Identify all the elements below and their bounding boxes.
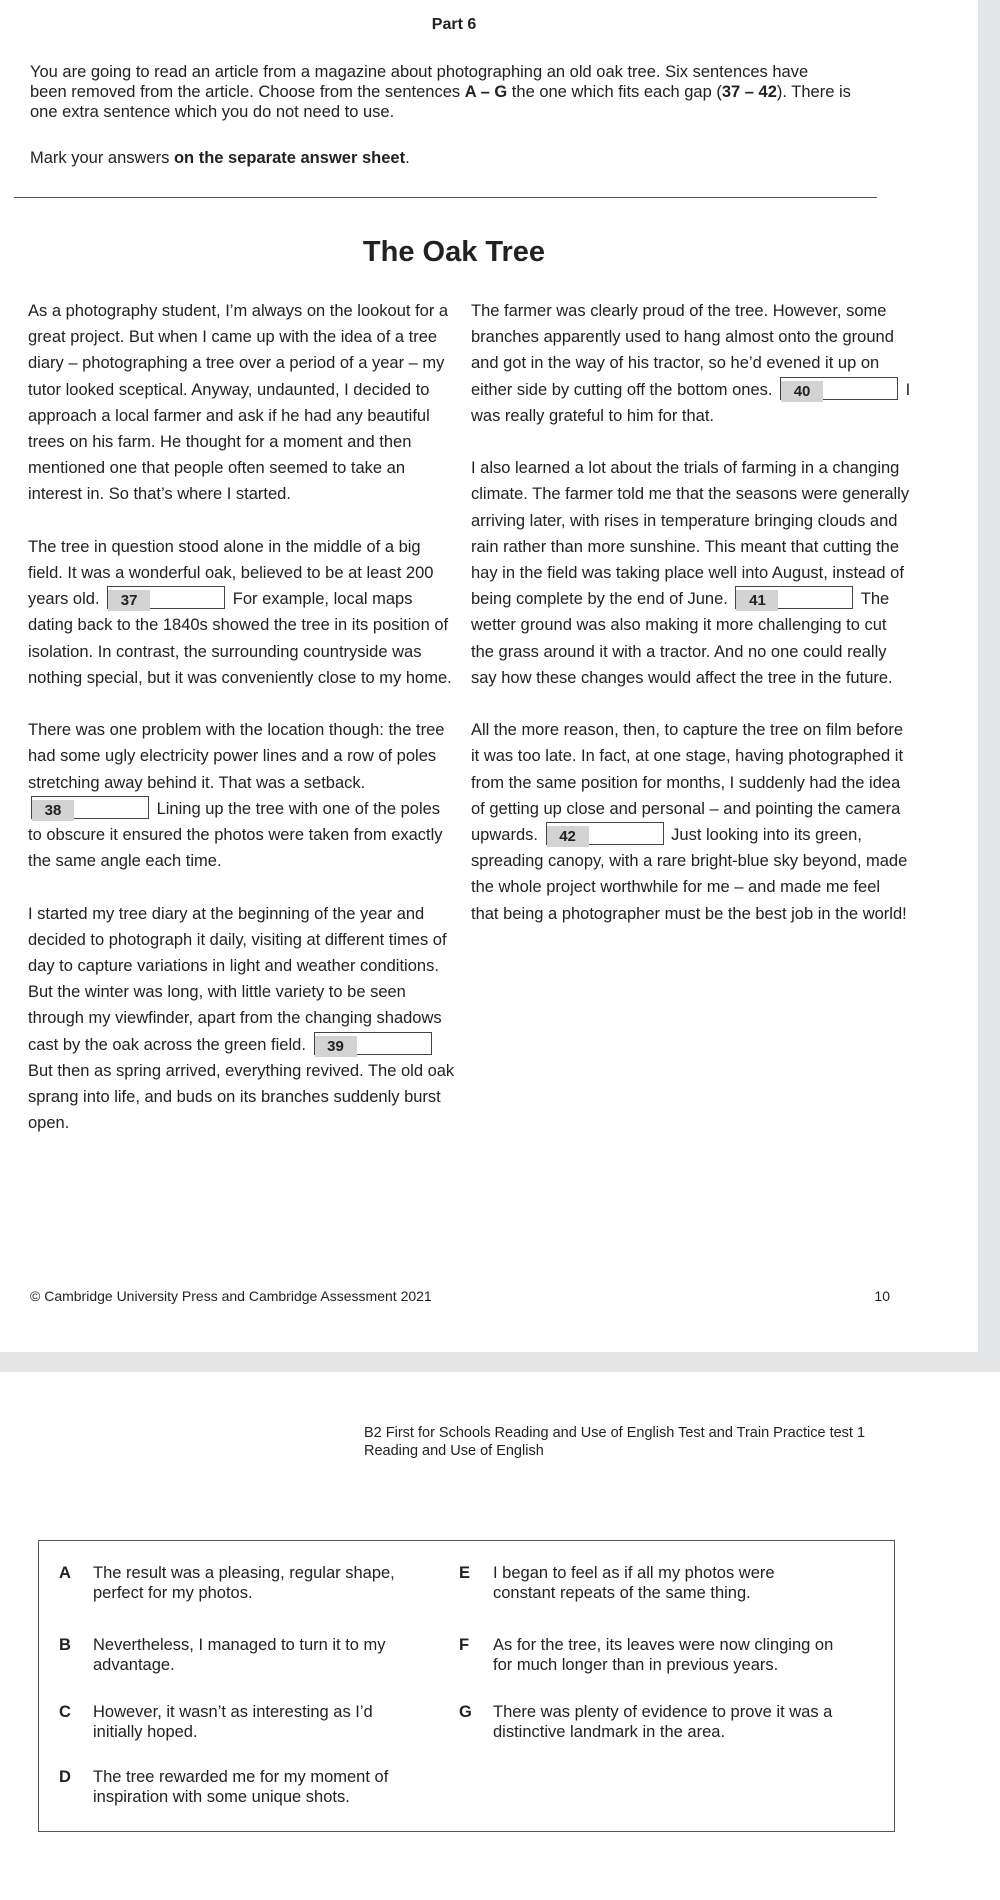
option-text: I began to feel as if all my photos were constant repeats of the same thing. bbox=[493, 1564, 775, 1602]
option-c[interactable] bbox=[59, 1702, 409, 1742]
option-text: The tree rewarded me for my moment of inspiration with some unique shots. bbox=[93, 1768, 389, 1806]
gap-41[interactable]: 41 bbox=[735, 586, 853, 609]
paragraph: The farmer was clearly proud of the tree. However, some branches apparently used to hang almost onto the ground and got in the way of his tractor, so he’d evened it up on either side by cutting off the bottom ones. 40 I was really grateful to him for that. bbox=[471, 302, 911, 425]
paragraph: All the more reason, then, to capture the tree on film before it was too late. In fact, at one stage, having photographed it from the same position for months, I suddenly had the idea of getting up close and personal – and pointing the camera upwards. 42 Just looking into its green, spreading canopy, with a rare bright-blue sky beyond, made the whole project worthwhile for me – and made me feel that being a photographer must be the best job in the world! bbox=[471, 721, 908, 923]
page-number: 10 bbox=[874, 1288, 890, 1304]
divider bbox=[14, 197, 877, 198]
article-left-column bbox=[28, 298, 458, 1163]
option-f[interactable] bbox=[459, 1635, 839, 1675]
paragraph: I also learned a lot about the trials of farming in a changing climate. The farmer told me that the seasons were generally arriving later, with rises in temperature bringing clouds and rain rather than more sunshine. This meant that cutting the hay in the field was taking place well into August, instead of being complete by the end of June. 41 The wetter ground was also making it more challenging to cut the grass around it with a tractor. And no one could really say how these changes would affect the tree in the future. bbox=[471, 459, 910, 687]
option-text: As for the tree, its leaves were now clinging on for much longer than in previous years. bbox=[493, 1636, 834, 1674]
option-e[interactable] bbox=[459, 1563, 839, 1603]
gap-39[interactable]: 39 bbox=[314, 1032, 432, 1055]
option-d[interactable] bbox=[59, 1767, 409, 1807]
test-title: B2 First for Schools Reading and Use of English Test and Train Practice test 1 Reading and Use of English bbox=[364, 1425, 866, 1459]
paragraph: The tree in question stood alone in the middle of a big field. It was a wonderful oak, believed to be at least 200 years old. 37 For example, local maps dating back to the 1840s showed the tree in its position of isolation. In contrast, the surrounding countryside was nothing special, but it was conveniently close to my home. bbox=[28, 537, 452, 687]
gap-38[interactable]: 38 bbox=[31, 796, 149, 819]
option-letter: C bbox=[59, 1703, 71, 1721]
option-text: Nevertheless, I managed to turn it to my advantage. bbox=[93, 1636, 386, 1674]
paragraph: As a photography student, I’m always on the lookout for a great project. But when I came up with the idea of a tree diary – photographing a tree over a period of a year – my tutor looked sceptical. Anyway, undaunted, I decided to approach a local farmer and ask if he had any beautiful trees on his farm. He thought for a moment and then mentioned one that people often seemed to take an interest in. So that’s where I started. bbox=[28, 302, 449, 504]
answer-sheet-note: Mark your answers on the separate answer sheet. bbox=[30, 149, 410, 167]
options-box bbox=[38, 1540, 895, 1832]
option-letter: E bbox=[459, 1564, 471, 1582]
option-text: There was plenty of evidence to prove it was a distinctive landmark in the area. bbox=[493, 1703, 833, 1741]
paragraph: There was one problem with the location though: the tree had some ugly electricity power lines and a row of poles stretching away behind it. That was a setback. 38 Lining up the tree with one of the poles to obscure it ensured the photos were taken from exactly the same angle each time. bbox=[28, 721, 445, 871]
gap-42[interactable]: 42 bbox=[546, 822, 664, 845]
gap-40[interactable]: 40 bbox=[780, 377, 898, 400]
option-letter: F bbox=[459, 1636, 470, 1654]
option-text: The result was a pleasing, regular shape, perfect for my photos. bbox=[93, 1564, 395, 1602]
option-letter: B bbox=[59, 1636, 71, 1654]
copyright: © Cambridge University Press and Cambridge Assessment 2021 bbox=[30, 1288, 432, 1304]
option-a[interactable] bbox=[59, 1563, 409, 1603]
exam-page-2 bbox=[0, 1372, 1000, 1900]
part-title: Part 6 bbox=[431, 16, 477, 33]
option-b[interactable] bbox=[59, 1635, 409, 1675]
article-title: The Oak Tree bbox=[362, 236, 546, 268]
option-g[interactable] bbox=[459, 1702, 839, 1742]
article-right-column bbox=[471, 298, 911, 953]
option-text: However, it wasn’t as interesting as I’d initially hoped. bbox=[93, 1703, 373, 1741]
gap-37[interactable]: 37 bbox=[107, 586, 225, 609]
paragraph: I started my tree diary at the beginning of the year and decided to photograph it daily, visiting at different times of day to capture variations in light and weather conditions. But the winter was long, with little variety to be seen through my viewfinder, apart from the changing shadows cast by the oak across the green field. 39 But then as spring arrived, everything revived. The old oak sprang into life, and buds on its branches suddenly burst open. bbox=[28, 904, 455, 1133]
option-letter: G bbox=[459, 1703, 472, 1721]
option-letter: A bbox=[59, 1564, 71, 1582]
option-letter: D bbox=[59, 1768, 71, 1786]
instructions: You are going to read an article from a magazine about photographing an old oak tree. Six sentences have been removed from the article. Choose from the sentences A – G the one which fits each gap (37 – 42). There is one extra sentence which you do not need to use. bbox=[30, 63, 851, 121]
